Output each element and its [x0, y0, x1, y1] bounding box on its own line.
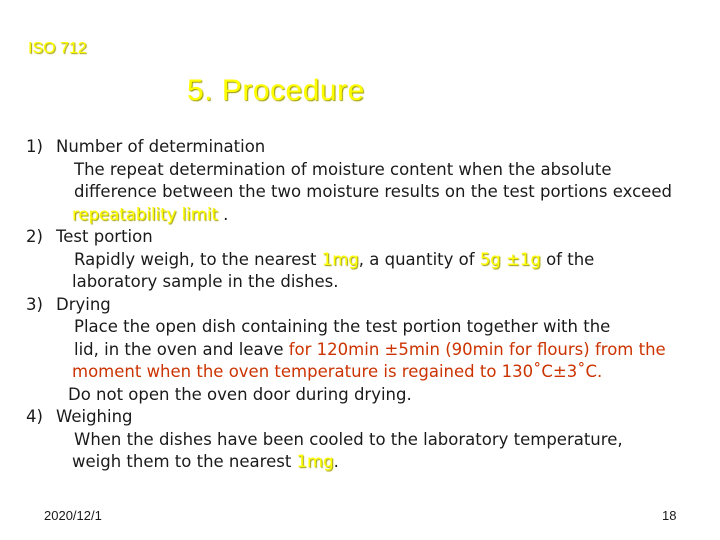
step-3-line: moment when the oven temperature is regained to 130˚C±3˚C.	[72, 362, 603, 381]
step-1-line: difference between the two moisture results on the test portions exceed	[74, 182, 672, 201]
standard-label: ISO 712	[28, 40, 87, 57]
step-text: .	[217, 204, 229, 224]
step-text: Rapidly weigh, to the nearest	[74, 249, 322, 269]
step-4-line	[26, 451, 716, 474]
highlight-text: from the	[589, 339, 666, 359]
highlight-text: 1mg	[321, 249, 359, 269]
footer-date: 2020/12/1	[44, 508, 102, 523]
step-3-line: Do not open the oven door during drying.	[68, 384, 412, 404]
highlight-text: for 120min ±5min (90min for flours)	[288, 339, 590, 359]
step-3-heading	[26, 294, 716, 317]
step-1-line	[26, 204, 716, 227]
step-1-heading	[26, 136, 716, 159]
step-heading: Weighing	[56, 407, 133, 426]
step-text: , a quantity of	[358, 249, 480, 269]
highlight-text: 5g ±1g	[479, 249, 541, 269]
step-number: 2)	[26, 227, 43, 246]
step-text: .	[333, 452, 339, 471]
slide-title: 5. Procedure	[187, 74, 365, 107]
procedure-list	[26, 136, 716, 474]
step-3-line: Place the open dish containing the test portion together with the	[74, 317, 611, 336]
step-number: 1)	[26, 137, 43, 156]
highlight-text: repeatability limit	[72, 204, 218, 224]
page-number: 18	[662, 508, 677, 523]
step-2-line	[26, 249, 716, 272]
step-text: weigh them to the nearest	[72, 452, 297, 471]
step-text: of the	[540, 249, 595, 269]
step-text: lid, in the oven and leave	[74, 339, 289, 359]
step-4-line: When the dishes have been cooled to the laboratory temperature,	[74, 429, 623, 449]
highlight-text: 1mg	[296, 452, 334, 471]
step-heading: Number of determination	[56, 137, 266, 156]
step-heading: Test portion	[56, 227, 153, 246]
step-heading: Drying	[56, 294, 111, 314]
step-2-heading	[26, 226, 716, 249]
step-4-heading	[26, 406, 716, 429]
step-2-line: laboratory sample in the dishes.	[72, 272, 339, 291]
step-3-line	[26, 339, 716, 362]
step-1-line: The repeat determination of moisture content when the absolute	[74, 159, 612, 179]
step-number: 3)	[26, 294, 43, 314]
step-number: 4)	[26, 407, 43, 426]
